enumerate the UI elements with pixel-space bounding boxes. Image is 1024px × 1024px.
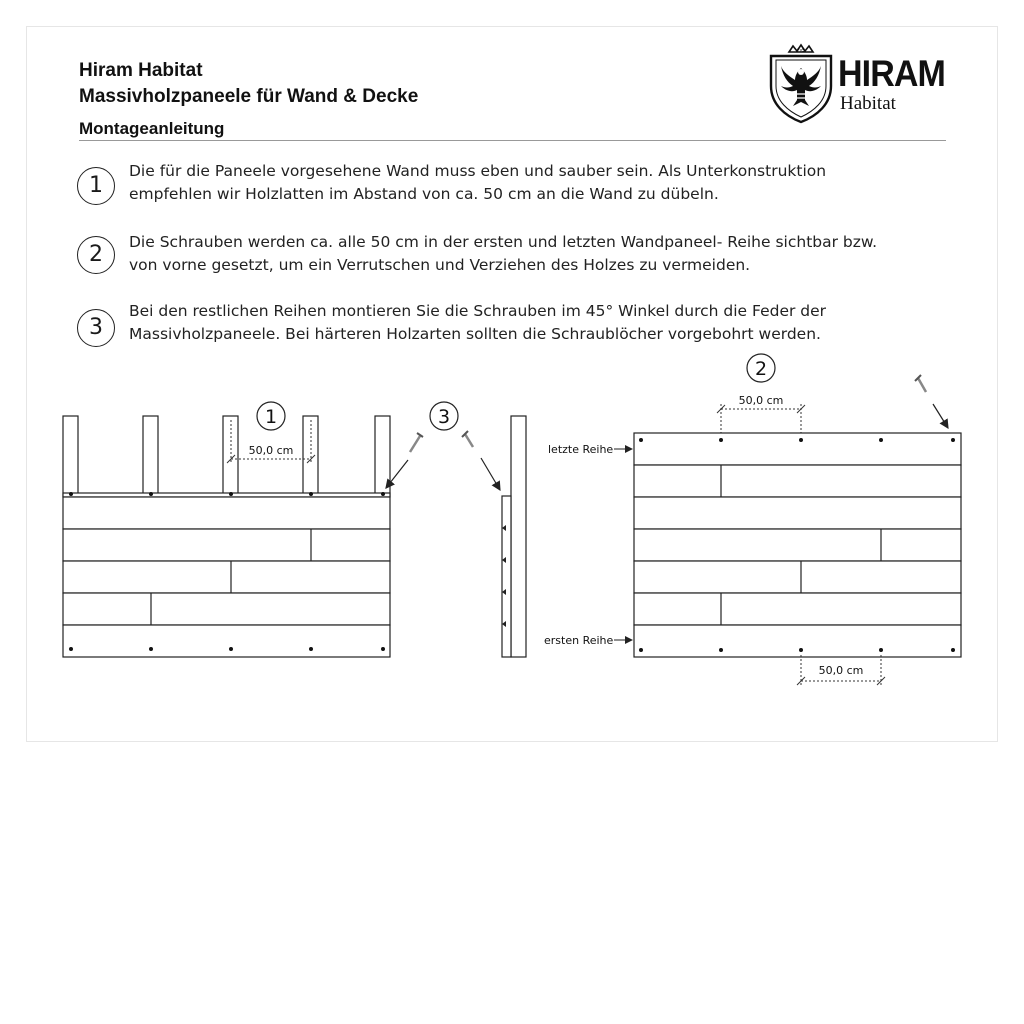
screw-dot xyxy=(879,648,883,652)
batten xyxy=(63,416,78,496)
batten-side xyxy=(511,416,526,657)
step-1-line-1: Die für die Paneele vorgesehene Wand muss eben und sauber sein. Als Unterkonstruktion xyxy=(129,162,827,180)
screw-dot xyxy=(879,438,883,442)
step-2-line-2: von vorne gesetzt, um ein Verrutschen und Verziehen des Holzes zu vermeiden. xyxy=(129,256,751,274)
screw-dot xyxy=(309,492,313,496)
panel-row xyxy=(63,561,390,593)
logo-subtitle: Habitat xyxy=(840,93,896,114)
panel-tongue-strip xyxy=(63,493,390,497)
dimension-label-right-top: 50,0 cm xyxy=(738,394,784,407)
figure-face-screwed-panels xyxy=(634,433,961,657)
batten xyxy=(143,416,158,496)
dimension-top-spacing xyxy=(721,404,801,436)
screw-icon xyxy=(462,431,473,447)
logo-wordmark: HIRAM xyxy=(838,53,945,94)
dimension-label-right-bottom: 50,0 cm xyxy=(818,664,864,677)
screw-dot xyxy=(719,438,723,442)
figure-label-1: 1 xyxy=(264,406,278,428)
panel-row xyxy=(634,529,961,561)
screw-dot xyxy=(951,438,955,442)
panel-row xyxy=(634,561,961,593)
logo-badge-text: FvS xyxy=(797,47,805,53)
panel-row xyxy=(63,593,390,625)
screw-dot xyxy=(639,438,643,442)
panel-row xyxy=(63,625,390,657)
step-1-line-2: empfehlen wir Holzlatten im Abstand von ca. 50 cm an die Wand zu dübeln. xyxy=(129,185,719,203)
batten xyxy=(375,416,390,496)
screw-dot xyxy=(229,647,233,651)
panel-side xyxy=(502,496,511,657)
screw-dot xyxy=(149,492,153,496)
step-number-3: 3 xyxy=(77,309,115,347)
step-3-line-1: Bei den restlichen Reihen montieren Sie die Schrauben im 45° Winkel durch die Feder der xyxy=(129,302,827,320)
step-number-2: 2 xyxy=(77,236,115,274)
step-3-line-2: Massivholzpaneele. Bei härteren Holzarten sollten die Schraublöcher vorgebohrt werden. xyxy=(129,325,821,343)
figure-battens-panels xyxy=(63,416,390,657)
document-subtitle: Montageanleitung xyxy=(79,119,225,138)
screw-dot xyxy=(229,492,233,496)
figure-label-3: 3 xyxy=(437,406,451,428)
panel-row-first xyxy=(634,625,961,657)
screw-dot xyxy=(719,648,723,652)
screw-dot xyxy=(639,648,643,652)
step-number-1: 1 xyxy=(77,167,115,205)
figure-side-section xyxy=(502,416,526,657)
figure-label-2: 2 xyxy=(754,358,768,380)
screw-dot xyxy=(381,492,385,496)
panel-row xyxy=(634,593,961,625)
arrow-icon xyxy=(481,458,500,490)
document-title: Hiram Habitat xyxy=(79,60,203,81)
arrow-icon xyxy=(933,404,948,428)
step-2-line-1: Die Schrauben werden ca. alle 50 cm in der ersten und letzten Wandpaneel- Reihe sichtbar bzw. xyxy=(129,233,878,251)
panel-row-last xyxy=(634,433,961,465)
dimension-label-left: 50,0 cm xyxy=(248,444,294,457)
screw-dot xyxy=(799,438,803,442)
screw-dot xyxy=(69,647,73,651)
row-label-first: ersten Reihe xyxy=(544,634,614,647)
screw-dot xyxy=(799,648,803,652)
screw-dot xyxy=(381,647,385,651)
screw-dot xyxy=(951,648,955,652)
panel-row xyxy=(63,529,390,561)
row-label-last: letzte Reihe xyxy=(548,443,614,456)
screw-dot xyxy=(69,492,73,496)
screw-icon xyxy=(410,433,423,452)
screw-icon xyxy=(915,375,926,392)
panel-row xyxy=(634,465,961,497)
screw-dot xyxy=(149,647,153,651)
panel-row xyxy=(63,497,390,529)
screw-dot xyxy=(309,647,313,651)
document-product-title: Massivholzpaneele für Wand & Decke xyxy=(79,86,419,107)
panel-row xyxy=(634,497,961,529)
